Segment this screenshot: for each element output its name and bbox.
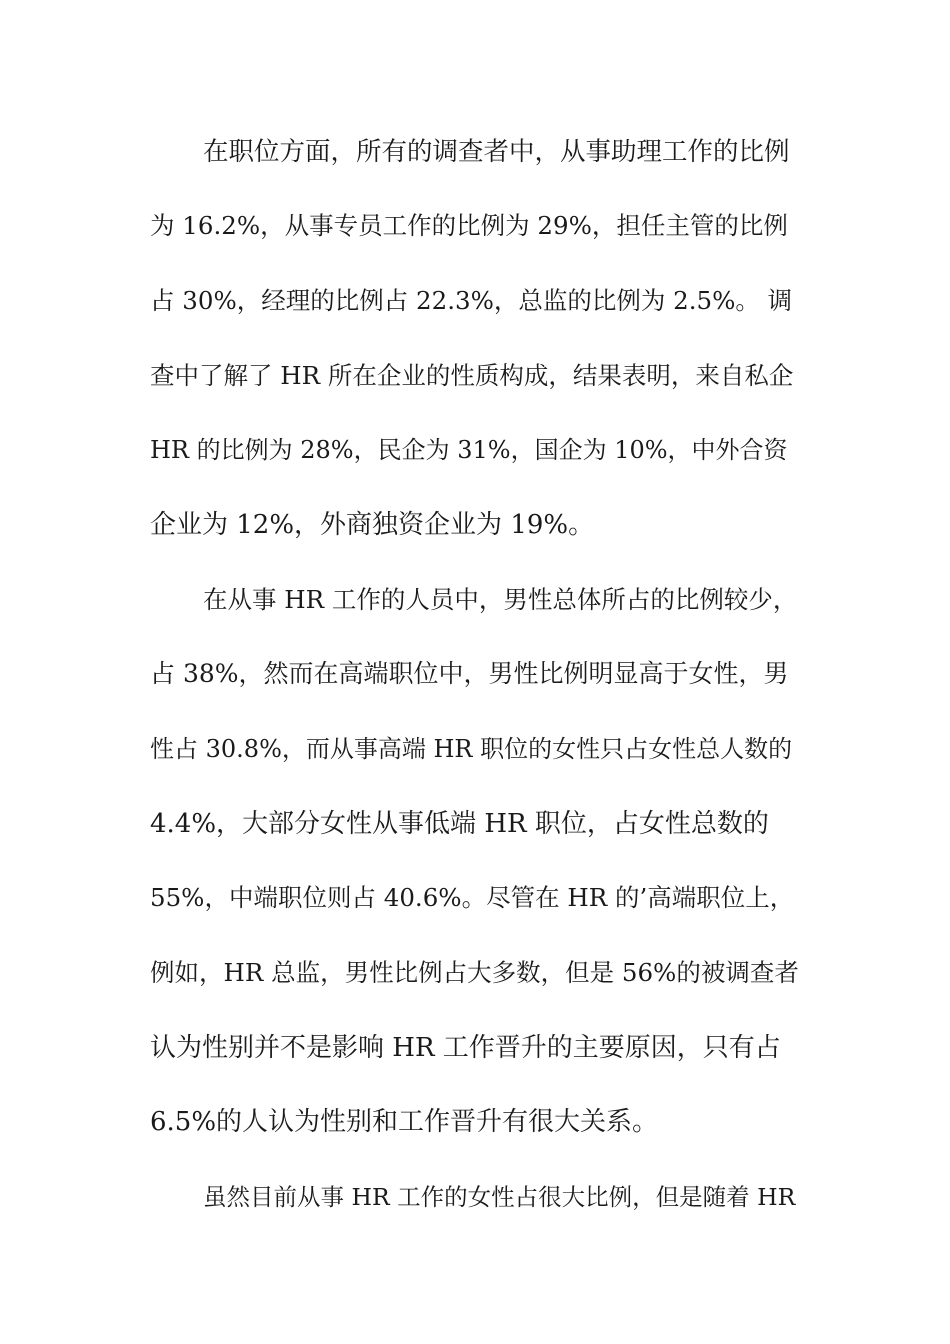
paragraph-1-line-3: 占 30%，经理的比例占 22.3%，总监的比例为 2.5%。 调 <box>150 286 793 315</box>
paragraph-1-line-5: HR 的比例为 28%，民企为 31%，国企为 10%，中外合资 <box>150 436 788 464</box>
paragraph-2-line-2: 占 38%，然而在高端职位中，男性比例明显高于女性，男 <box>150 659 789 688</box>
paragraph-2-line-6: 例如，HR 总监，男性比例占大多数，但是 56%的被调查者 <box>150 958 799 987</box>
paragraph-2-line-8: 6.5%的人认为性别和工作晋升有很大关系。 <box>150 1107 659 1137</box>
paragraph-1-line-2: 为 16.2%，从事专员工作的比例为 29%，担任主管的比例 <box>150 211 788 240</box>
paragraph-2-line-3: 性占 30.8%，而从事高端 HR 职位的女性只占女性总人数的 <box>150 735 793 763</box>
paragraph-1-line-4: 查中了解了 HR 所在企业的性质构成，结果表明，来自私企 <box>150 361 794 390</box>
paragraph-3-line-1: 虽然目前从事 HR 工作的女性占很大比例，但是随着 HR <box>203 1183 796 1211</box>
paragraph-2-line-4: 4.4%，大部分女性从事低端 HR 职位，占女性总数的 <box>150 809 769 839</box>
paragraph-1-line-6: 企业为 12%，外商独资企业为 19%。 <box>150 510 595 540</box>
paragraph-2-line-5: 55%，中端职位则占 40.6%。尽管在 HR 的’高端职位上， <box>150 883 795 912</box>
paragraph-2-line-1: 在从事 HR 工作的人员中，男性总体所占的比例较少， <box>203 585 798 614</box>
paragraph-1-line-1: 在职位方面，所有的调查者中，从事助理工作的比例 <box>203 137 790 167</box>
paragraph-2-line-7: 认为性别并不是影响 HR 工作晋升的主要原因，只有占 <box>150 1033 781 1063</box>
